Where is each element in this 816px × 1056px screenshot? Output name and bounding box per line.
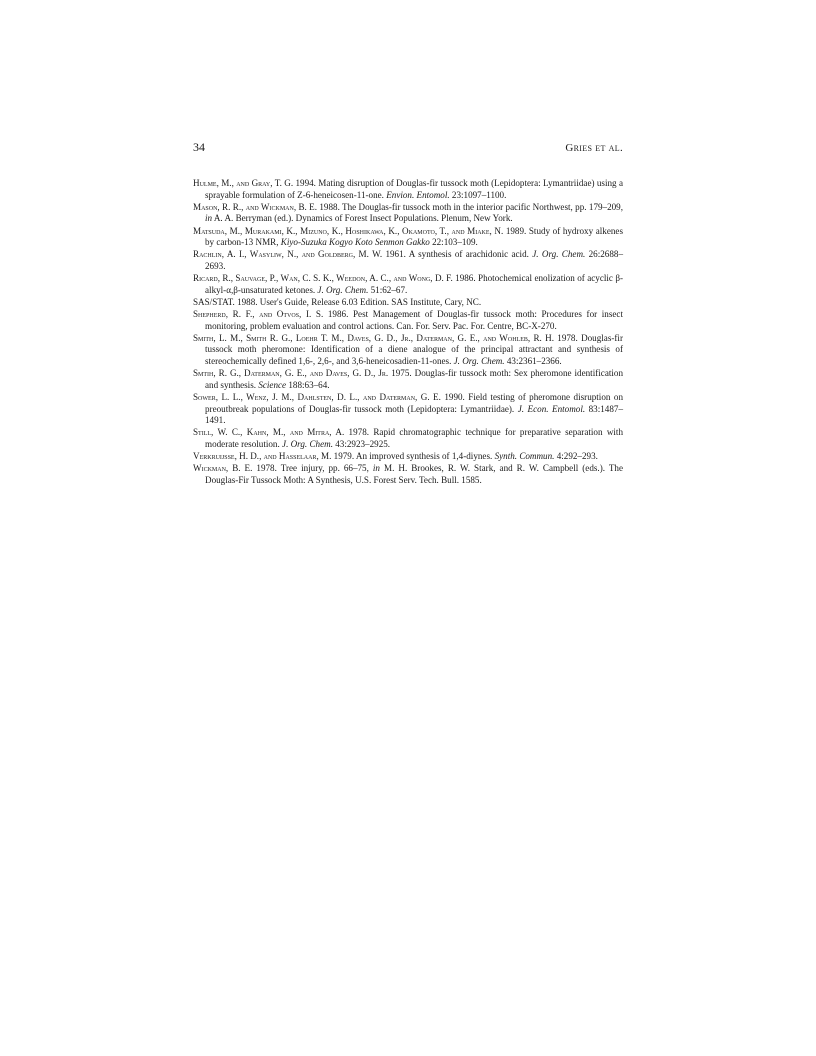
- reference-tail: 43:2361–2366.: [504, 356, 562, 367]
- reference-tail: 43:2923–2925.: [332, 439, 391, 449]
- reference-text: 1978. Tree injury, pp. 66–75,: [252, 463, 373, 474]
- reference-item: [193, 451, 623, 463]
- reference-item: [193, 226, 623, 249]
- reference-text: 1986. Pest Management of Douglas-fir tussock moth: Procedures for insect monitoring, problem evaluation and control actions. Can. For. Serv. Pac. For. Centre, BC-X-270.: [205, 309, 623, 331]
- reference-item: [193, 249, 623, 272]
- reference-text: 1978. Rapid chromatographic technique for preparative separation with moderate resolution.: [205, 427, 623, 449]
- reference-text: SAS/STAT. 1988. User's Guide, Release 6.03 Edition. SAS Institute, Cary, NC.: [193, 296, 482, 307]
- reference-item: [193, 297, 623, 309]
- reference-item: [193, 368, 623, 391]
- reference-item: [193, 273, 623, 296]
- reference-authors: Smith, L. M., Smith R. G., Loehr T. M., Daves, G. D., Jr., Daterman, G. E., and Wohleb, R. H.: [193, 332, 554, 343]
- reference-authors: Sower, L. L., Wenz, J. M., Dahlsten, D. L., and Daterman, G. E.: [193, 392, 441, 403]
- reference-item: [193, 333, 623, 368]
- reference-authors: Wickman, B. E.: [193, 463, 253, 474]
- page-body: [193, 140, 623, 487]
- reference-list: [193, 178, 623, 487]
- reference-tail: 26:2688–2693.: [205, 249, 623, 271]
- reference-tail: 22:103–109.: [429, 237, 478, 248]
- reference-tail: 23:1097–1100.: [449, 189, 507, 200]
- reference-authors: Rachlin, A. I., Wasyliw, N., and Goldberg, M. W.: [193, 249, 383, 260]
- reference-text: 1979. An improved synthesis of 1,4-diynes.: [331, 451, 495, 462]
- reference-authors: Hulme, M., and Gray, T. G.: [193, 178, 294, 188]
- reference-journal: Envion. Entomol.: [386, 189, 450, 200]
- reference-journal: Science: [258, 379, 287, 390]
- reference-authors: Matsuda, M., Murakami, K., Mizuno, K., Hoshikawa, K., Okamoto, T., and Miake, N.: [193, 225, 504, 236]
- reference-text: 1975. Douglas-fir tussock moth: Sex pheromone identification and synthesis.: [205, 368, 623, 390]
- reference-text: 1994. Mating disruption of Douglas-fir tussock moth (Lepidoptera: Lymantriidae) using a sprayable formulation of Z-6-heneicosen-11-one.: [205, 178, 623, 200]
- reference-tail: 4:292–293.: [554, 451, 598, 462]
- reference-text: 1978. Douglas-fir tussock moth pheromone: Identification of a diene analogue of the principal attractant and synthesis of stereochemically defined 1,6-, 2,6-, and 3,6-heneicosadien-11-ones.: [205, 332, 623, 367]
- reference-journal: in: [372, 463, 380, 474]
- reference-authors: Shepherd, R. F., and Otvos, I. S.: [193, 309, 324, 320]
- reference-authors: Verkruijsse, H. D., and Hasselaar, M.: [193, 451, 332, 462]
- page-number: 34: [193, 140, 205, 154]
- reference-authors: Still, W. C., Kahn, M., and Mitra, A.: [193, 427, 345, 438]
- reference-text: 1986. Photochemical enolization of acyclic β-alkyl-α,β-unsaturated ketones.: [205, 273, 623, 295]
- reference-authors: Mason, R. R., and Wickman, B. E.: [193, 201, 318, 212]
- reference-text: 1990. Field testing of pheromone disruption on preoutbreak populations of Douglas-fir tussock moth (Lepidoptera: Lymantriidae).: [205, 392, 623, 414]
- reference-item: [193, 309, 623, 332]
- reference-authors: Ricard, R., Sauvage, P., Wan, C. S. K., Weedon, A. C., and Wong, D. F.: [193, 273, 453, 284]
- reference-item: [193, 178, 623, 201]
- reference-tail: 83:1487–1491.: [205, 403, 623, 426]
- reference-journal: J. Econ. Entomol.: [517, 403, 586, 414]
- reference-journal: J. Org. Chem.: [282, 439, 333, 449]
- reference-tail: 188:63–64.: [286, 379, 330, 390]
- reference-item: [193, 463, 623, 486]
- reference-item: [193, 427, 623, 450]
- reference-text: 1988. The Douglas-fir tussock moth in the interior pacific Northwest, pp. 179–209,: [317, 201, 623, 212]
- reference-authors: Smtih, R. G., Daterman, G. E., and Daves, G. D., Jr.: [193, 368, 389, 379]
- reference-journal: Synth. Commun.: [494, 451, 555, 462]
- page-header: [193, 140, 623, 160]
- reference-journal: J. Org. Chem.: [453, 356, 505, 367]
- reference-tail: M. H. Brookes, R. W. Stark, and R. W. Campbell (eds.). The Douglas-Fir Tussock Moth: A Synthesis, U.S. Forest Serv. Tech. Bull. 1585.: [205, 463, 623, 485]
- reference-item: [193, 392, 623, 427]
- reference-journal: J. Org. Chem.: [317, 284, 369, 295]
- reference-journal: J. Org. Chem.: [532, 249, 586, 260]
- reference-journal: in: [205, 213, 213, 224]
- reference-text: 1961. A synthesis of arachidonic acid.: [382, 249, 533, 260]
- running-head: Gries et al.: [565, 142, 623, 154]
- reference-journal: Kiyo-Suzuka Kogyo Koto Senmon Gakko: [280, 237, 430, 248]
- reference-tail: A. A. Berryman (ed.). Dynamics of Forest Insect Populations. Plenum, New York.: [212, 213, 513, 224]
- reference-item: [193, 202, 623, 225]
- reference-tail: 51:62–67.: [368, 284, 408, 295]
- reference-text: 1989. Study of hydroxy alkenes by carbon-13 NMR,: [205, 225, 623, 248]
